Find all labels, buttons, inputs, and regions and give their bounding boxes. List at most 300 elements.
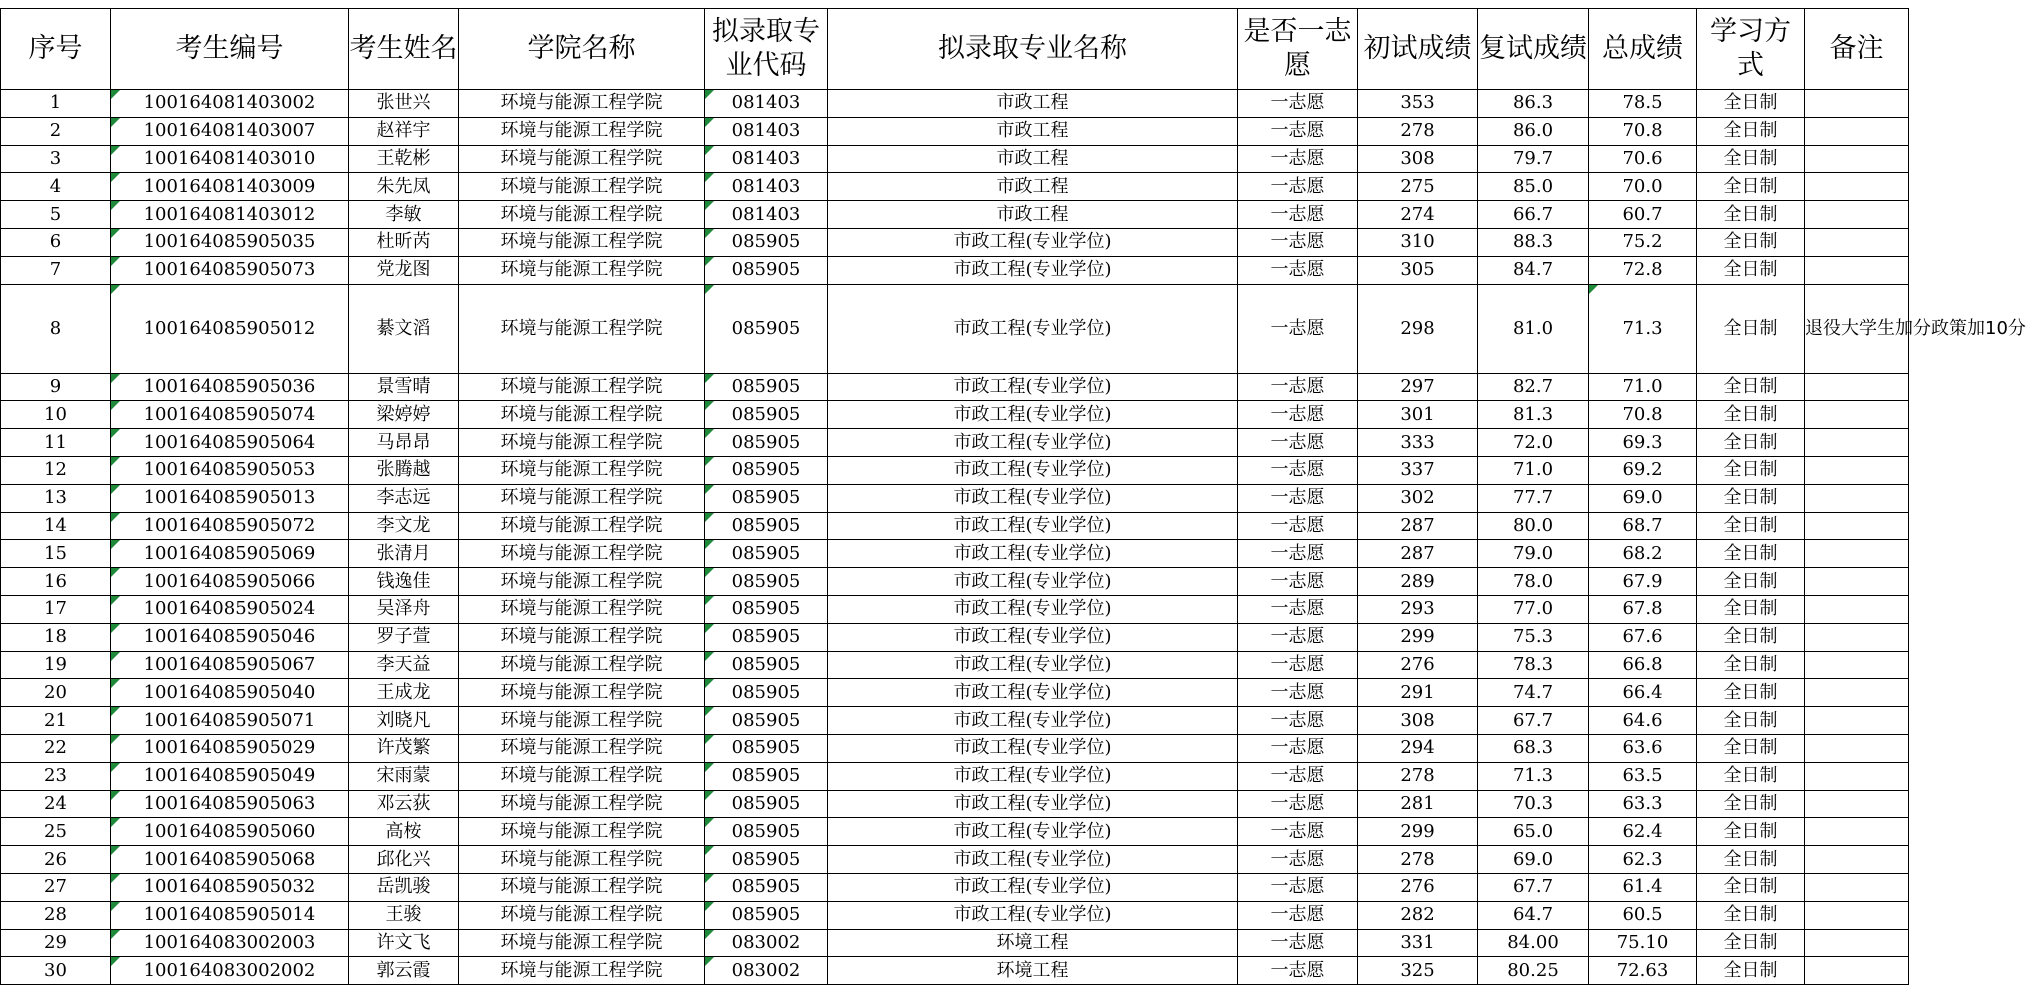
- cell-major-code: 083002: [705, 929, 828, 957]
- cell-major-name: 市政工程: [828, 117, 1238, 145]
- cell-college: 环境与能源工程学院: [459, 818, 705, 846]
- cell-college: 环境与能源工程学院: [459, 201, 705, 229]
- cell-candidate-id: 100164081403012: [111, 201, 349, 229]
- cell-retest-score: 65.0: [1478, 818, 1589, 846]
- cell-retest-score: 81.0: [1478, 284, 1589, 373]
- cell-total-score: 72.63: [1589, 957, 1697, 985]
- cell-retest-score: 77.0: [1478, 595, 1589, 623]
- cell-study-mode: 全日制: [1697, 734, 1805, 762]
- cell-study-mode: 全日制: [1697, 373, 1805, 401]
- cell-retest-score: 71.3: [1478, 762, 1589, 790]
- cell-retest-score: 84.7: [1478, 256, 1589, 284]
- cell-candidate-name: 郭云霞: [349, 957, 459, 985]
- cell-candidate-id: 100164085905040: [111, 679, 349, 707]
- table-row: [1, 512, 1909, 540]
- cell-major-code: 081403: [705, 201, 828, 229]
- table-row: [1, 762, 1909, 790]
- cell-candidate-name: 王成龙: [349, 679, 459, 707]
- cell-seq: 22: [1, 734, 111, 762]
- cell-candidate-id: 100164081403010: [111, 145, 349, 173]
- cell-candidate-name: 马昂昂: [349, 429, 459, 457]
- cell-candidate-name: 高桉: [349, 818, 459, 846]
- cell-major-name: 环境工程: [828, 929, 1238, 957]
- cell-college: 环境与能源工程学院: [459, 651, 705, 679]
- cell-total-score: 60.7: [1589, 201, 1697, 229]
- cell-college: 环境与能源工程学院: [459, 734, 705, 762]
- cell-remarks: [1805, 651, 1909, 679]
- cell-study-mode: 全日制: [1697, 512, 1805, 540]
- cell-total-score: 69.3: [1589, 429, 1697, 457]
- cell-candidate-name: 许文飞: [349, 929, 459, 957]
- header-major-code: 拟录取专业代码: [705, 9, 828, 90]
- table-row: [1, 429, 1909, 457]
- cell-total-score: 67.8: [1589, 595, 1697, 623]
- table-row: [1, 873, 1909, 901]
- cell-first-choice: 一志愿: [1238, 256, 1358, 284]
- cell-initial-score: 274: [1358, 201, 1478, 229]
- cell-retest-score: 79.0: [1478, 540, 1589, 568]
- cell-first-choice: 一志愿: [1238, 484, 1358, 512]
- cell-major-code: 085905: [705, 429, 828, 457]
- cell-remarks: [1805, 568, 1909, 596]
- cell-total-score: 66.8: [1589, 651, 1697, 679]
- cell-initial-score: 287: [1358, 512, 1478, 540]
- cell-major-name: 市政工程(专业学位): [828, 512, 1238, 540]
- cell-total-score: 68.2: [1589, 540, 1697, 568]
- cell-retest-score: 67.7: [1478, 707, 1589, 735]
- cell-initial-score: 302: [1358, 484, 1478, 512]
- cell-initial-score: 299: [1358, 623, 1478, 651]
- cell-seq: 12: [1, 456, 111, 484]
- cell-first-choice: 一志愿: [1238, 623, 1358, 651]
- cell-first-choice: 一志愿: [1238, 873, 1358, 901]
- cell-retest-score: 64.7: [1478, 901, 1589, 929]
- cell-seq: 30: [1, 957, 111, 985]
- cell-initial-score: 291: [1358, 679, 1478, 707]
- cell-major-name: 市政工程(专业学位): [828, 901, 1238, 929]
- cell-first-choice: 一志愿: [1238, 901, 1358, 929]
- cell-retest-score: 71.0: [1478, 456, 1589, 484]
- cell-major-name: 市政工程: [828, 145, 1238, 173]
- cell-major-code: 085905: [705, 679, 828, 707]
- cell-total-score: 78.5: [1589, 90, 1697, 118]
- cell-remarks: [1805, 679, 1909, 707]
- cell-study-mode: 全日制: [1697, 484, 1805, 512]
- cell-total-score: 69.2: [1589, 456, 1697, 484]
- cell-candidate-name: 赵祥宇: [349, 117, 459, 145]
- cell-initial-score: 281: [1358, 790, 1478, 818]
- cell-first-choice: 一志愿: [1238, 929, 1358, 957]
- cell-first-choice: 一志愿: [1238, 90, 1358, 118]
- cell-college: 环境与能源工程学院: [459, 568, 705, 596]
- cell-major-code: 081403: [705, 90, 828, 118]
- cell-candidate-id: 100164085905049: [111, 762, 349, 790]
- cell-study-mode: 全日制: [1697, 456, 1805, 484]
- cell-college: 环境与能源工程学院: [459, 846, 705, 874]
- table-row: [1, 145, 1909, 173]
- cell-retest-score: 81.3: [1478, 401, 1589, 429]
- cell-candidate-name: 许茂繁: [349, 734, 459, 762]
- cell-seq: 11: [1, 429, 111, 457]
- cell-study-mode: 全日制: [1697, 117, 1805, 145]
- cell-retest-score: 88.3: [1478, 228, 1589, 256]
- cell-seq: 20: [1, 679, 111, 707]
- header-major-name: 拟录取专业名称: [828, 9, 1238, 90]
- table-row: [1, 373, 1909, 401]
- cell-study-mode: 全日制: [1697, 595, 1805, 623]
- admission-table: [0, 8, 2026, 985]
- cell-study-mode: 全日制: [1697, 401, 1805, 429]
- cell-seq: 3: [1, 145, 111, 173]
- cell-total-score: 60.5: [1589, 901, 1697, 929]
- cell-remarks: [1805, 790, 1909, 818]
- cell-study-mode: 全日制: [1697, 90, 1805, 118]
- cell-retest-score: 67.7: [1478, 873, 1589, 901]
- cell-college: 环境与能源工程学院: [459, 901, 705, 929]
- header-initial-score: 初试成绩: [1358, 9, 1478, 90]
- cell-remarks: [1805, 201, 1909, 229]
- cell-initial-score: 297: [1358, 373, 1478, 401]
- table-row: [1, 228, 1909, 256]
- cell-study-mode: 全日制: [1697, 256, 1805, 284]
- cell-major-code: 085905: [705, 484, 828, 512]
- cell-major-code: 085905: [705, 373, 828, 401]
- cell-college: 环境与能源工程学院: [459, 429, 705, 457]
- cell-retest-score: 79.7: [1478, 145, 1589, 173]
- cell-remarks: [1805, 373, 1909, 401]
- cell-total-score: 71.3: [1589, 284, 1697, 373]
- cell-seq: 21: [1, 707, 111, 735]
- cell-seq: 6: [1, 228, 111, 256]
- cell-retest-score: 82.7: [1478, 373, 1589, 401]
- table-row: [1, 929, 1909, 957]
- cell-major-name: 环境工程: [828, 957, 1238, 985]
- cell-seq: 27: [1, 873, 111, 901]
- cell-college: 环境与能源工程学院: [459, 512, 705, 540]
- cell-major-code: 085905: [705, 846, 828, 874]
- cell-remarks: 退役大学生加分政策加10分: [1805, 284, 1909, 373]
- cell-major-code: 081403: [705, 173, 828, 201]
- cell-major-name: 市政工程: [828, 173, 1238, 201]
- cell-retest-score: 78.3: [1478, 651, 1589, 679]
- cell-first-choice: 一志愿: [1238, 284, 1358, 373]
- cell-major-code: 085905: [705, 401, 828, 429]
- cell-candidate-name: 岳凯骏: [349, 873, 459, 901]
- header-first-choice: 是否一志愿: [1238, 9, 1358, 90]
- cell-candidate-name: 李天益: [349, 651, 459, 679]
- cell-remarks: [1805, 846, 1909, 874]
- cell-study-mode: 全日制: [1697, 901, 1805, 929]
- header-candidate-id: 考生编号: [111, 9, 349, 90]
- cell-major-code: 085905: [705, 790, 828, 818]
- cell-candidate-name: 张清月: [349, 540, 459, 568]
- cell-major-name: 市政工程(专业学位): [828, 456, 1238, 484]
- cell-major-code: 081403: [705, 145, 828, 173]
- cell-initial-score: 293: [1358, 595, 1478, 623]
- cell-total-score: 70.8: [1589, 401, 1697, 429]
- cell-college: 环境与能源工程学院: [459, 957, 705, 985]
- cell-candidate-id: 100164085905012: [111, 284, 349, 373]
- cell-remarks: [1805, 707, 1909, 735]
- cell-total-score: 63.3: [1589, 790, 1697, 818]
- cell-remarks: [1805, 484, 1909, 512]
- cell-total-score: 62.4: [1589, 818, 1697, 846]
- table-row: [1, 957, 1909, 985]
- cell-first-choice: 一志愿: [1238, 228, 1358, 256]
- cell-initial-score: 301: [1358, 401, 1478, 429]
- cell-candidate-id: 100164085905035: [111, 228, 349, 256]
- cell-major-name: 市政工程(专业学位): [828, 256, 1238, 284]
- cell-seq: 9: [1, 373, 111, 401]
- cell-retest-score: 77.7: [1478, 484, 1589, 512]
- cell-seq: 5: [1, 201, 111, 229]
- cell-remarks: [1805, 540, 1909, 568]
- cell-remarks: [1805, 228, 1909, 256]
- cell-first-choice: 一志愿: [1238, 790, 1358, 818]
- cell-college: 环境与能源工程学院: [459, 173, 705, 201]
- cell-study-mode: 全日制: [1697, 568, 1805, 596]
- cell-candidate-name: 钱逸佳: [349, 568, 459, 596]
- table-body: [1, 90, 2026, 985]
- table-row: [1, 568, 1909, 596]
- cell-candidate-id: 100164085905063: [111, 790, 349, 818]
- cell-initial-score: 278: [1358, 117, 1478, 145]
- cell-candidate-id: 100164085905013: [111, 484, 349, 512]
- cell-seq: 8: [1, 284, 111, 373]
- cell-seq: 28: [1, 901, 111, 929]
- table-row: [1, 540, 1909, 568]
- cell-study-mode: 全日制: [1697, 707, 1805, 735]
- cell-total-score: 66.4: [1589, 679, 1697, 707]
- cell-retest-score: 69.0: [1478, 846, 1589, 874]
- cell-study-mode: 全日制: [1697, 679, 1805, 707]
- cell-major-name: 市政工程(专业学位): [828, 540, 1238, 568]
- cell-college: 环境与能源工程学院: [459, 401, 705, 429]
- cell-study-mode: 全日制: [1697, 846, 1805, 874]
- cell-candidate-id: 100164085905067: [111, 651, 349, 679]
- cell-major-code: 083002: [705, 957, 828, 985]
- cell-initial-score: 337: [1358, 456, 1478, 484]
- cell-candidate-id: 100164081403002: [111, 90, 349, 118]
- table-row: [1, 818, 1909, 846]
- cell-candidate-name: 宋雨蒙: [349, 762, 459, 790]
- cell-total-score: 70.8: [1589, 117, 1697, 145]
- cell-candidate-name: 张世兴: [349, 90, 459, 118]
- table-row: [1, 679, 1909, 707]
- cell-remarks: [1805, 623, 1909, 651]
- cell-initial-score: 298: [1358, 284, 1478, 373]
- cell-total-score: 70.6: [1589, 145, 1697, 173]
- cell-major-name: 市政工程: [828, 201, 1238, 229]
- cell-seq: 15: [1, 540, 111, 568]
- header-college: 学院名称: [459, 9, 705, 90]
- cell-candidate-name: 张腾越: [349, 456, 459, 484]
- header-candidate-name: 考生姓名: [349, 9, 459, 90]
- cell-college: 环境与能源工程学院: [459, 373, 705, 401]
- cell-major-code: 085905: [705, 707, 828, 735]
- cell-study-mode: 全日制: [1697, 284, 1805, 373]
- header-retest-score: 复试成绩: [1478, 9, 1589, 90]
- cell-initial-score: 305: [1358, 256, 1478, 284]
- cell-candidate-name: 綦文滔: [349, 284, 459, 373]
- cell-college: 环境与能源工程学院: [459, 117, 705, 145]
- table-row: [1, 734, 1909, 762]
- cell-candidate-name: 王乾彬: [349, 145, 459, 173]
- cell-study-mode: 全日制: [1697, 873, 1805, 901]
- cell-college: 环境与能源工程学院: [459, 790, 705, 818]
- cell-candidate-name: 梁婷婷: [349, 401, 459, 429]
- table-row: [1, 456, 1909, 484]
- table-row: [1, 173, 1909, 201]
- cell-college: 环境与能源工程学院: [459, 679, 705, 707]
- cell-study-mode: 全日制: [1697, 790, 1805, 818]
- cell-study-mode: 全日制: [1697, 228, 1805, 256]
- cell-first-choice: 一志愿: [1238, 734, 1358, 762]
- cell-initial-score: 299: [1358, 818, 1478, 846]
- cell-total-score: 67.9: [1589, 568, 1697, 596]
- header-study-mode: 学习方式: [1697, 9, 1805, 90]
- cell-initial-score: 275: [1358, 173, 1478, 201]
- table-row: [1, 201, 1909, 229]
- cell-candidate-name: 杜昕芮: [349, 228, 459, 256]
- cell-major-code: 085905: [705, 873, 828, 901]
- cell-college: 环境与能源工程学院: [459, 228, 705, 256]
- cell-college: 环境与能源工程学院: [459, 484, 705, 512]
- cell-total-score: 62.3: [1589, 846, 1697, 874]
- cell-major-name: 市政工程(专业学位): [828, 873, 1238, 901]
- cell-remarks: [1805, 512, 1909, 540]
- cell-study-mode: 全日制: [1697, 762, 1805, 790]
- table-row: [1, 117, 1909, 145]
- header-total-score: 总成绩: [1589, 9, 1697, 90]
- cell-major-code: 085905: [705, 818, 828, 846]
- cell-study-mode: 全日制: [1697, 623, 1805, 651]
- header-seq: 序号: [1, 9, 111, 90]
- cell-seq: 19: [1, 651, 111, 679]
- cell-first-choice: 一志愿: [1238, 145, 1358, 173]
- cell-candidate-id: 100164085905014: [111, 901, 349, 929]
- cell-major-name: 市政工程(专业学位): [828, 707, 1238, 735]
- cell-major-code: 085905: [705, 734, 828, 762]
- cell-remarks: [1805, 456, 1909, 484]
- cell-candidate-name: 朱先凤: [349, 173, 459, 201]
- cell-total-score: 63.5: [1589, 762, 1697, 790]
- cell-candidate-id: 100164085905060: [111, 818, 349, 846]
- cell-first-choice: 一志愿: [1238, 429, 1358, 457]
- cell-remarks: [1805, 117, 1909, 145]
- cell-candidate-name: 吴泽舟: [349, 595, 459, 623]
- cell-seq: 25: [1, 818, 111, 846]
- cell-candidate-id: 100164085905029: [111, 734, 349, 762]
- cell-first-choice: 一志愿: [1238, 201, 1358, 229]
- cell-college: 环境与能源工程学院: [459, 873, 705, 901]
- cell-college: 环境与能源工程学院: [459, 540, 705, 568]
- cell-initial-score: 278: [1358, 762, 1478, 790]
- cell-initial-score: 310: [1358, 228, 1478, 256]
- cell-candidate-id: 100164085905024: [111, 595, 349, 623]
- cell-major-name: 市政工程(专业学位): [828, 623, 1238, 651]
- cell-initial-score: 278: [1358, 846, 1478, 874]
- cell-candidate-id: 100164083002003: [111, 929, 349, 957]
- cell-major-name: 市政工程(专业学位): [828, 401, 1238, 429]
- cell-candidate-name: 邱化兴: [349, 846, 459, 874]
- cell-retest-score: 68.3: [1478, 734, 1589, 762]
- cell-first-choice: 一志愿: [1238, 173, 1358, 201]
- cell-first-choice: 一志愿: [1238, 595, 1358, 623]
- cell-seq: 26: [1, 846, 111, 874]
- cell-first-choice: 一志愿: [1238, 679, 1358, 707]
- cell-seq: 18: [1, 623, 111, 651]
- cell-retest-score: 72.0: [1478, 429, 1589, 457]
- table-row: [1, 651, 1909, 679]
- cell-initial-score: 276: [1358, 873, 1478, 901]
- cell-remarks: [1805, 429, 1909, 457]
- cell-remarks: [1805, 173, 1909, 201]
- cell-seq: 7: [1, 256, 111, 284]
- cell-major-code: 081403: [705, 117, 828, 145]
- cell-college: 环境与能源工程学院: [459, 929, 705, 957]
- table-row: [1, 846, 1909, 874]
- cell-major-code: 085905: [705, 456, 828, 484]
- cell-candidate-name: 李志远: [349, 484, 459, 512]
- cell-college: 环境与能源工程学院: [459, 623, 705, 651]
- cell-total-score: 61.4: [1589, 873, 1697, 901]
- cell-remarks: [1805, 929, 1909, 957]
- cell-major-name: 市政工程(专业学位): [828, 284, 1238, 373]
- cell-college: 环境与能源工程学院: [459, 762, 705, 790]
- cell-initial-score: 333: [1358, 429, 1478, 457]
- cell-candidate-name: 刘晓凡: [349, 707, 459, 735]
- cell-major-name: 市政工程(专业学位): [828, 595, 1238, 623]
- cell-major-code: 085905: [705, 256, 828, 284]
- cell-first-choice: 一志愿: [1238, 373, 1358, 401]
- cell-major-code: 085905: [705, 540, 828, 568]
- cell-candidate-id: 100164085905066: [111, 568, 349, 596]
- cell-first-choice: 一志愿: [1238, 846, 1358, 874]
- cell-remarks: [1805, 957, 1909, 985]
- cell-retest-score: 78.0: [1478, 568, 1589, 596]
- cell-major-name: 市政工程: [828, 90, 1238, 118]
- cell-major-code: 085905: [705, 595, 828, 623]
- cell-first-choice: 一志愿: [1238, 401, 1358, 429]
- cell-candidate-id: 100164085905068: [111, 846, 349, 874]
- cell-initial-score: 294: [1358, 734, 1478, 762]
- cell-remarks: [1805, 818, 1909, 846]
- cell-major-code: 085905: [705, 228, 828, 256]
- table-row: [1, 401, 1909, 429]
- cell-total-score: 64.6: [1589, 707, 1697, 735]
- cell-candidate-name: 李敏: [349, 201, 459, 229]
- cell-candidate-id: 100164085905036: [111, 373, 349, 401]
- cell-initial-score: 289: [1358, 568, 1478, 596]
- table-row: [1, 284, 1909, 373]
- cell-retest-score: 66.7: [1478, 201, 1589, 229]
- cell-seq: 29: [1, 929, 111, 957]
- cell-first-choice: 一志愿: [1238, 651, 1358, 679]
- cell-candidate-name: 李文龙: [349, 512, 459, 540]
- cell-total-score: 72.8: [1589, 256, 1697, 284]
- cell-major-code: 085905: [705, 512, 828, 540]
- cell-study-mode: 全日制: [1697, 651, 1805, 679]
- cell-study-mode: 全日制: [1697, 429, 1805, 457]
- cell-candidate-name: 王骏: [349, 901, 459, 929]
- cell-major-name: 市政工程(专业学位): [828, 790, 1238, 818]
- cell-seq: 4: [1, 173, 111, 201]
- cell-initial-score: 287: [1358, 540, 1478, 568]
- cell-major-name: 市政工程(专业学位): [828, 429, 1238, 457]
- cell-candidate-id: 100164085905032: [111, 873, 349, 901]
- cell-first-choice: 一志愿: [1238, 540, 1358, 568]
